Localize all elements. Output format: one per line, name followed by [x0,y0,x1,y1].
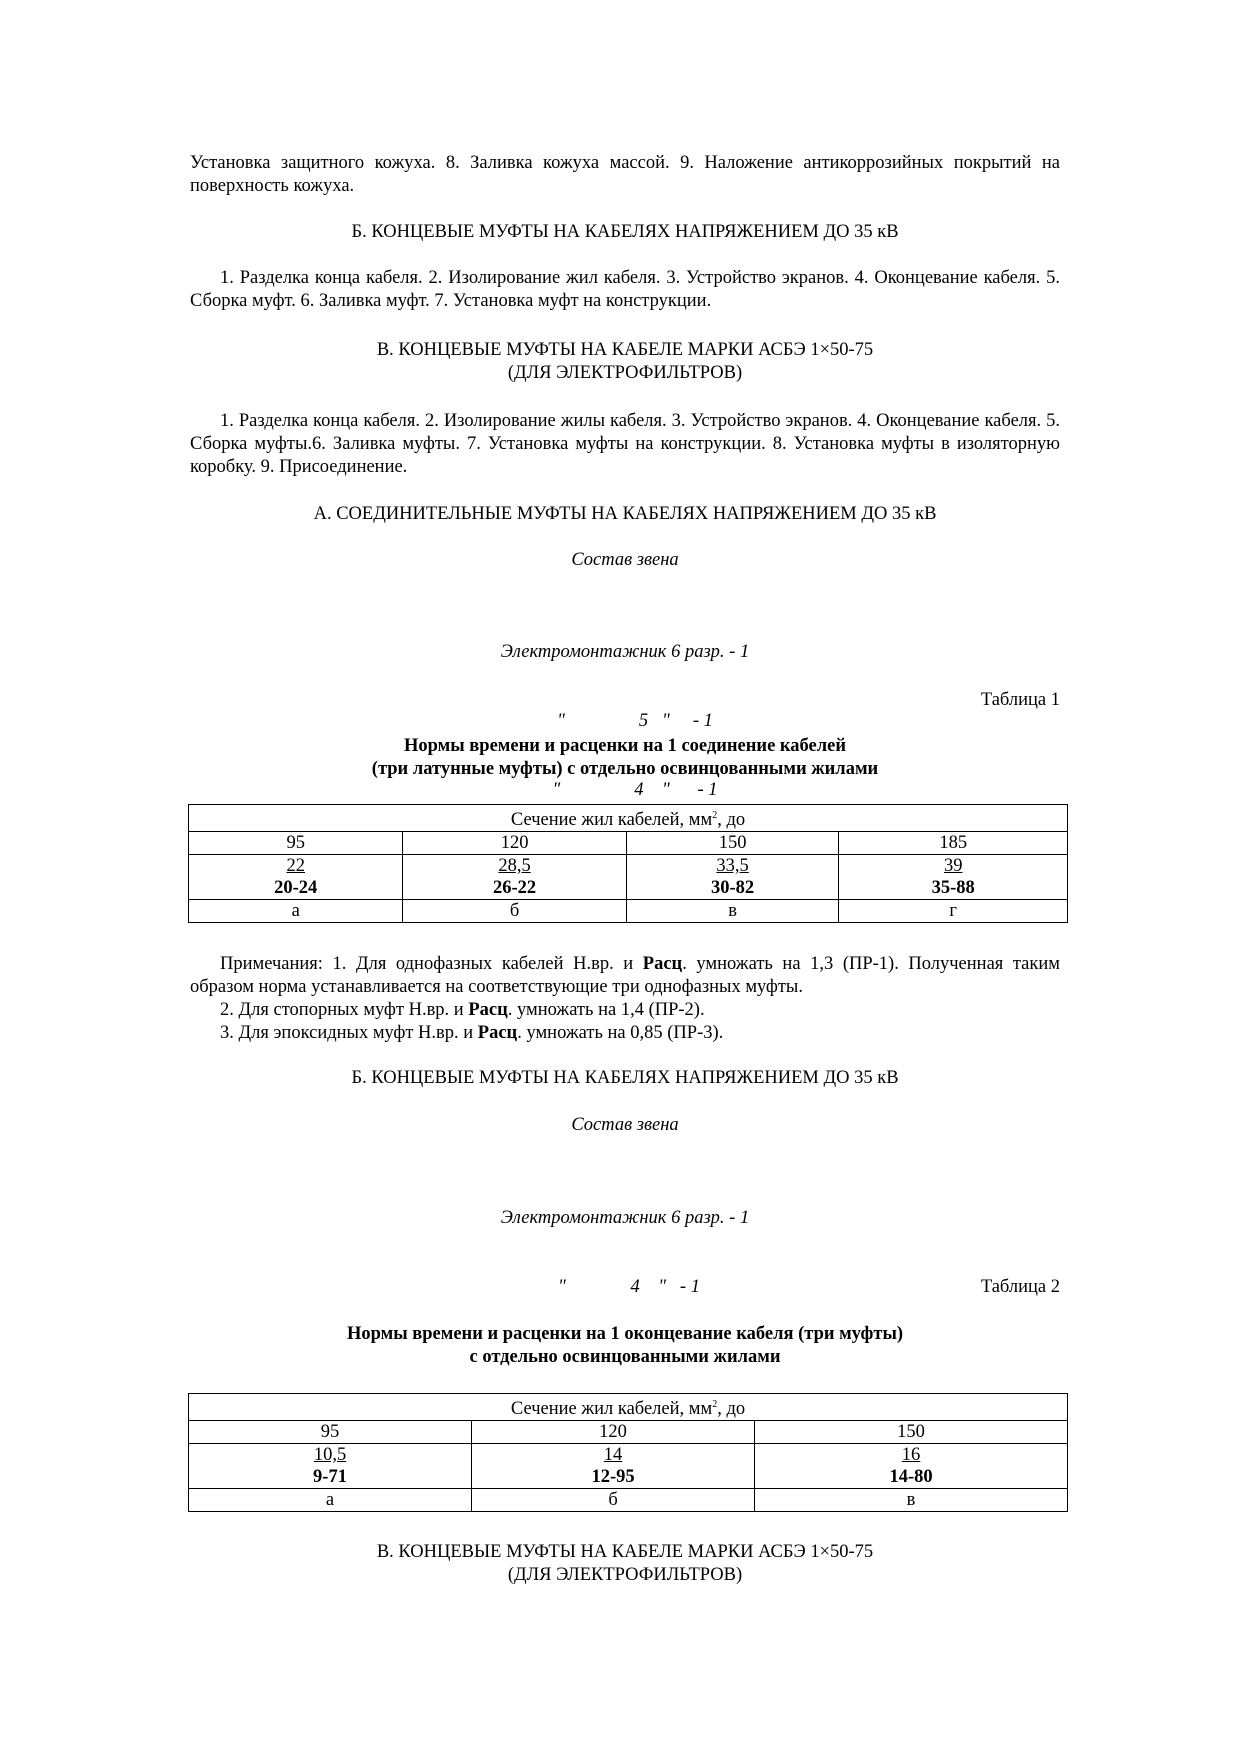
section-heading: Б. КОНЦЕВЫЕ МУФТЫ НА КАБЕЛЯХ НАПРЯЖЕНИЕМ ДО 35 кВ [351,222,899,242]
norm-cell: 39 35-88 [839,855,1068,900]
size-cell: 150 [755,1421,1068,1444]
crew-title: Состав звена [571,550,679,570]
heading-line: (ДЛЯ ЭЛЕКТРОФИЛЬТРОВ) [507,1565,743,1585]
norms-table-2 [188,1393,1068,1512]
heading-line: В. КОНЦЕВЫЕ МУФТЫ НА КАБЕЛЕ МАРКИ АСБЭ 1×50-75 [376,340,874,360]
size-cell: 120 [472,1421,755,1444]
norm-cell: 28,5 26-22 [403,855,626,900]
note-3: 3. Для эпоксидных муфт Н.вр. и Расц. умножать на 0,85 (ПР-3). [220,1023,724,1043]
crew-line: " 5 " - 1 [557,711,713,731]
section-heading: А. СОЕДИНИТЕЛЬНЫЕ МУФТЫ НА КАБЕЛЯХ НАПРЯЖЕНИЕМ ДО 35 кВ [313,504,937,524]
norm-cell: 10,5 9-71 [189,1444,472,1489]
size-cell: 95 [189,832,403,855]
crew-line: Электромонтажник 6 разр. - 1 [500,1208,750,1228]
notes [190,953,1060,1045]
paragraph: 1. Разделка конца кабеля. 2. Изолирование жилы кабеля. 3. Устройство экранов. 4. Оконцевание кабеля. 5. Сборка муфты.6. Заливка муфты. 7. Установка муфты на конструкции. 8. Установка муфты в изоляторную коробку. 9. Присоединение. [190,411,1060,477]
intro-paragraph: Установка защитного кожуха. 8. Заливка кожуха массой. 9. Наложение антикоррозийных покрытий на поверхность кожуха. [190,153,1060,196]
table-title [190,735,1060,781]
note-2: 2. Для стопорных муфт Н.вр. и Расц. умножать на 1,4 (ПР-2). [220,1000,705,1020]
section-heading [190,339,1060,385]
table-title-line: Нормы времени и расценки на 1 соединение кабелей [403,736,847,756]
heading-line: (ДЛЯ ЭЛЕКТРОФИЛЬТРОВ) [507,363,743,383]
table-label: Таблица 2 [980,1277,1060,1297]
norm-cell: 14 12-95 [472,1444,755,1489]
letter-cell: в [755,1489,1068,1512]
crew-title: Состав звена [571,1115,679,1135]
letter-cell: а [189,1489,472,1512]
table-title-line: Нормы времени и расценки на 1 оконцевание кабеля (три муфты) [346,1324,904,1344]
paragraph: 1. Разделка конца кабеля. 2. Изолирование жил кабеля. 3. Устройство экранов. 4. Оконцевание кабеля. 5. Сборка муфт. 6. Заливка муфт. 7. Установка муфт на конструкции. [190,268,1060,311]
table-header: Сечение жил кабелей, $мм^2$, до [189,1394,1068,1421]
letter-cell: в [626,900,839,923]
section-heading [190,1541,1060,1587]
crew-line: " 4 " - 1 [558,1277,700,1297]
norms-table-1 [188,804,1068,923]
letter-cell: б [403,900,626,923]
crew-line: " 4 " - 1 [552,780,718,800]
table-title-line: (три латунные муфты) с отдельно освинцованными жилами [371,759,879,779]
note-1: Примечания: 1. Для однофазных кабелей Н.вр. и Расц. умножать на 1,3 (ПР-1). Полученная таким образом норма устанавливается на соответствующие три однофазных муфты. [190,954,1060,997]
norm-cell: 33,5 30-82 [626,855,839,900]
size-cell: 120 [403,832,626,855]
size-cell: 150 [626,832,839,855]
norm-cell: 16 14-80 [755,1444,1068,1489]
heading-line: В. КОНЦЕВЫЕ МУФТЫ НА КАБЕЛЕ МАРКИ АСБЭ 1×50-75 [376,1542,874,1562]
letter-cell: б [472,1489,755,1512]
letter-cell: а [189,900,403,923]
section-heading: Б. КОНЦЕВЫЕ МУФТЫ НА КАБЕЛЯХ НАПРЯЖЕНИЕМ ДО 35 кВ [351,1068,899,1088]
size-cell: 95 [189,1421,472,1444]
size-cell: 185 [839,832,1068,855]
table-header: Сечение жил кабелей, $мм^2$, до [189,805,1068,832]
table-label: Таблица 1 [980,690,1060,710]
norm-cell: 22 20-24 [189,855,403,900]
table-title [190,1323,1060,1369]
table-title-line: с отдельно освинцованными жилами [469,1347,781,1367]
crew-line: Электромонтажник 6 разр. - 1 [500,642,750,662]
letter-cell: г [839,900,1068,923]
